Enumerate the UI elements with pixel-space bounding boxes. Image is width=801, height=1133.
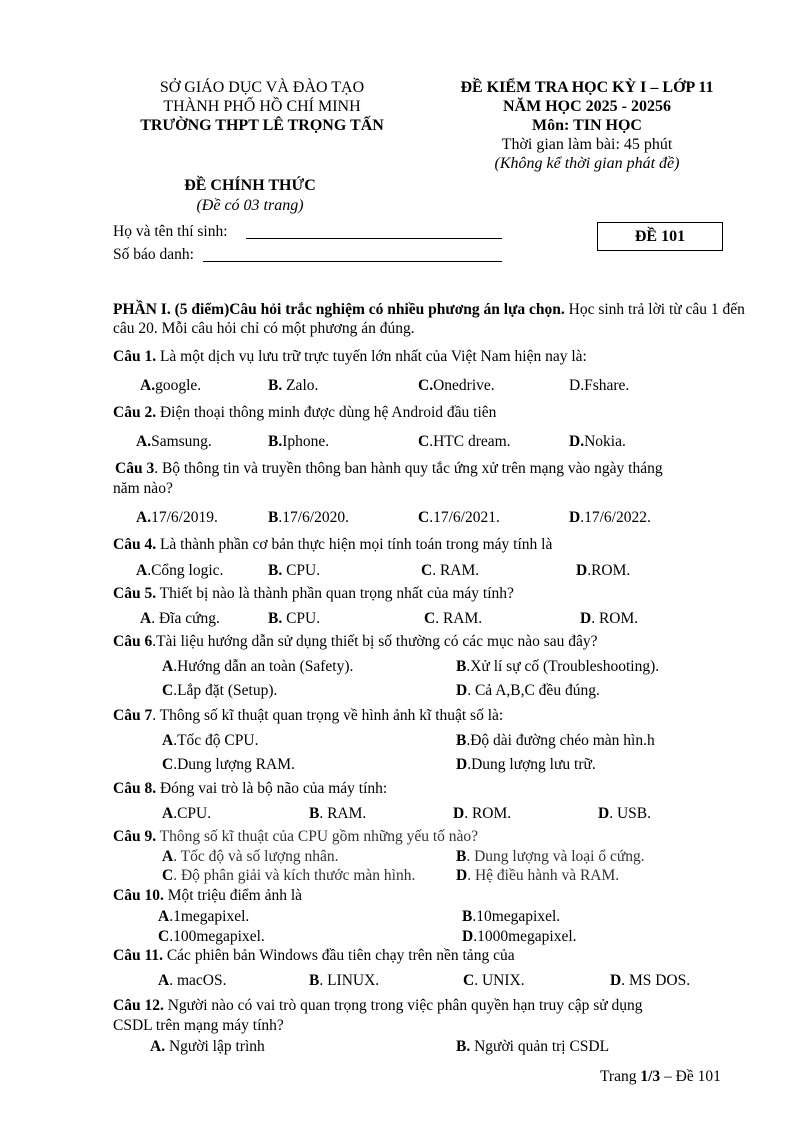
question-3-continued: năm nào? [113, 480, 173, 497]
option-d: D. USB. [598, 805, 651, 822]
option-b: B. LINUX. [309, 972, 380, 989]
question-label: Câu 3 [115, 460, 155, 477]
option-d: D. MS DOS. [610, 972, 691, 989]
student-name-label: Họ và tên thí sinh: [113, 223, 228, 240]
question-label: Câu 12. [113, 997, 164, 1014]
question-3 [115, 459, 755, 479]
option-d: D.Fshare. [569, 377, 630, 394]
duration: Thời gian làm bài: 45 phút [501, 136, 673, 153]
subject: Môn: TIN HỌC [532, 117, 642, 134]
question-label: Câu 6 [113, 633, 153, 650]
question-7 [113, 706, 753, 726]
question-text: Là thành phần cơ bản thực hiện mọi tính toán trong máy tính là [156, 536, 553, 553]
question-1 [113, 347, 753, 367]
question-12 [113, 996, 753, 1016]
option-b: B.Độ dài đường chéo màn hìn.h [456, 732, 655, 749]
question-9 [113, 827, 753, 847]
school-header [112, 78, 412, 135]
exam-code-box: ĐỀ 101 [597, 222, 723, 251]
student-id-label: Số báo danh: [113, 246, 194, 263]
option-c: C.Lắp đặt (Setup). [162, 682, 278, 699]
option-b: B. Người quản trị CSDL [456, 1038, 610, 1055]
department-name: SỞ GIÁO DỤC VÀ ĐÀO TẠO [159, 79, 365, 96]
student-name-line[interactable] [246, 238, 502, 239]
option-a: A.Cổng logic. [136, 562, 224, 579]
option-b: B. RAM. [309, 805, 367, 822]
option-b: B.Iphone. [268, 433, 330, 450]
question-text: Là một dịch vụ lưu trữ trực tuyến lớn nhất của Việt Nam hiện nay là: [156, 348, 587, 365]
question-text: .Tài liệu hướng dẫn sử dụng thiết bị số thường có các mục nào sau đây? [152, 633, 598, 650]
option-d: D. Hệ điều hành và RAM. [456, 867, 620, 884]
option-b: B.10megapixel. [462, 908, 561, 925]
option-d: D.1000megapixel. [462, 928, 577, 945]
option-a: A. Người lập trình [150, 1038, 265, 1055]
question-text: Đóng vai trò là bộ não của máy tính: [156, 780, 388, 797]
option-c: C.HTC dream. [418, 433, 511, 450]
official-title: ĐỀ CHÍNH THỨC [184, 177, 316, 194]
student-id-line[interactable] [203, 261, 502, 262]
option-b: B.Xử lí sự cố (Troubleshooting). [456, 658, 660, 675]
question-12-continued: CSDL trên mạng máy tính? [113, 1017, 284, 1034]
option-a: A.17/6/2019. [136, 509, 218, 526]
option-a: A.Hướng dẫn an toàn (Safety). [162, 658, 354, 675]
question-11 [113, 946, 753, 966]
option-c: C. UNIX. [463, 972, 525, 989]
question-2 [113, 403, 753, 423]
option-d: D. ROM. [580, 610, 639, 627]
option-b: B. CPU. [268, 610, 321, 627]
exam-title: ĐỀ KIỂM TRA HỌC KỲ I – LỚP 11 [460, 79, 714, 96]
option-a: A. Tốc độ và số lượng nhân. [162, 848, 339, 865]
question-10 [113, 886, 753, 906]
exam-header [428, 78, 746, 173]
question-8 [113, 779, 753, 799]
question-label: Câu 8. [113, 780, 157, 797]
option-b: B. Zalo. [268, 377, 319, 394]
question-text: Một triệu điểm ảnh là [163, 887, 303, 904]
part1-instructions [113, 300, 745, 338]
option-a: A.Samsung. [136, 433, 212, 450]
option-a: A.Tốc độ CPU. [162, 732, 259, 749]
option-c: C. RAM. [421, 562, 480, 579]
question-text: Các phiên bản Windows đầu tiên chạy trên nền tảng của [162, 947, 515, 964]
part1-title: PHẦN I. (5 điểm)Câu hỏi trắc nghiệm có nhiều phương án lựa chọn. [113, 301, 565, 318]
option-a: A.CPU. [162, 805, 212, 822]
option-c: C.100megapixel. [158, 928, 265, 945]
question-6 [113, 632, 753, 652]
option-c: C.17/6/2021. [418, 509, 500, 526]
question-label: Câu 10. [113, 887, 164, 904]
question-text: Thông số kĩ thuật của CPU gồm những yếu tố nào? [156, 828, 479, 845]
question-text: . Bộ thông tin và truyền thông ban hành quy tắc ứng xử trên mạng vào ngày tháng [154, 460, 663, 477]
question-label: Câu 11. [113, 947, 163, 964]
question-text: Người nào có vai trò quan trọng trong việc phân quyền hạn truy cập sử dụng [163, 997, 643, 1014]
option-b: B. Dung lượng và loại ổ cứng. [456, 848, 645, 865]
question-5 [113, 584, 753, 604]
option-a: A.1megapixel. [158, 908, 250, 925]
question-label: Câu 1. [113, 348, 157, 365]
school-name: TRƯỜNG THPT LÊ TRỌNG TẤN [140, 117, 384, 134]
page-number: 1/3 [640, 1068, 661, 1085]
option-c: D. ROM. [453, 805, 512, 822]
city-name: THÀNH PHỐ HỒ CHÍ MINH [163, 98, 361, 115]
question-text: Điện thoại thông minh được dùng hệ Android đầu tiên [156, 404, 497, 421]
official-block [112, 176, 388, 216]
question-label: Câu 7 [113, 707, 153, 724]
option-d: D.17/6/2022. [569, 509, 651, 526]
option-d: D.ROM. [576, 562, 631, 579]
option-c: C.Dung lượng RAM. [162, 756, 295, 773]
page-count: (Đề có 03 trang) [196, 197, 304, 214]
option-c: C. RAM. [424, 610, 483, 627]
option-b: B. CPU. [268, 562, 321, 579]
question-label: Câu 9. [113, 828, 157, 845]
option-c: C. Độ phân giải và kích thước màn hình. [162, 867, 416, 884]
option-d: D.Dung lượng lưu trữ. [456, 756, 596, 773]
part1-desc: Học sinh trả lời từ câu 1 đến câu 20. Mỗi câu hỏi chỉ có một phương án đúng. [113, 301, 745, 337]
question-label: Câu 5. [113, 585, 157, 602]
question-label: Câu 2. [113, 404, 157, 421]
option-c: C.Onedrive. [418, 377, 495, 394]
question-label: Câu 4. [113, 536, 157, 553]
option-a: A. Đĩa cứng. [140, 610, 220, 627]
duration-note: (Không kể thời gian phát đề) [494, 155, 680, 172]
question-text: Thiết bị nào là thành phần quan trọng nhất của máy tính? [156, 585, 514, 602]
question-4 [113, 535, 753, 555]
option-a: A. macOS. [158, 972, 227, 989]
page-footer: Trang 1/3 – Đề 101 [600, 1068, 721, 1085]
option-a: A.google. [140, 377, 202, 394]
school-year: NĂM HỌC 2025 - 20256 [503, 98, 671, 115]
option-d: D. Cả A,B,C đều đúng. [456, 682, 600, 699]
option-d: D.Nokia. [569, 433, 626, 450]
question-text: . Thông số kĩ thuật quan trọng về hình ảnh kĩ thuật số là: [152, 707, 504, 724]
option-b: B.17/6/2020. [268, 509, 349, 526]
